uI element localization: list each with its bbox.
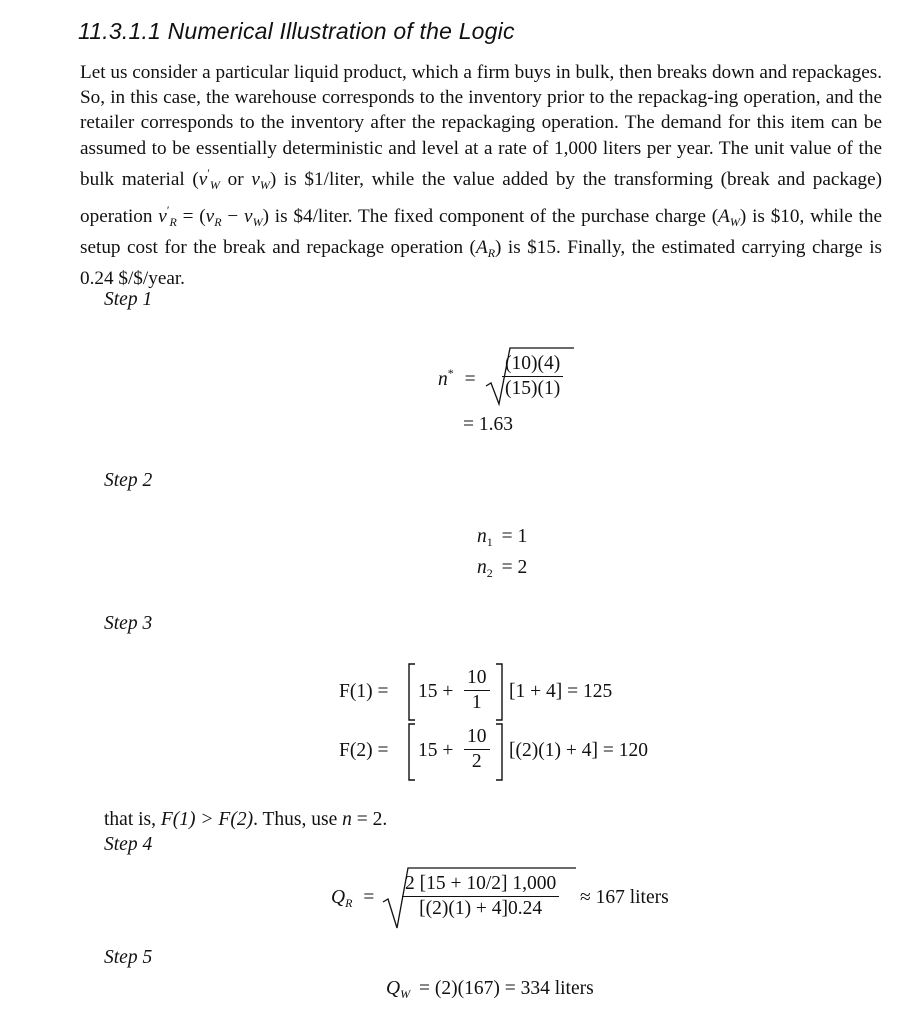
step2-n1: $n_1 = 1$ [477, 526, 528, 549]
step3-f2-rest: [(2)(1) + 4] = 120 [509, 740, 648, 761]
step-5-label: Step 5 [104, 947, 153, 968]
step-4-label: Step 4 [104, 834, 153, 855]
step3-f1-a: 15 + [418, 681, 454, 702]
step4-fraction: $\frac{2 [15 + 10/2] 1,000}{[(2)(1) + 4]0.24}$ [402, 872, 559, 921]
step3-f1-fraction: $\frac{10}{1}$ [464, 666, 490, 715]
step4-approx: ≈ 167 liters [580, 887, 669, 908]
section-title: Numerical Illustration of the Logic [167, 18, 515, 44]
step5-equation: $Q_W = (2)(167) = 334$ liters [386, 978, 594, 1001]
step1-result: = 1.63 [463, 414, 513, 435]
section-heading [78, 18, 515, 45]
step4-lhs: $Q_R$ = [331, 887, 375, 910]
step-1-label: Step 1 [104, 289, 153, 310]
problem-paragraph [80, 60, 882, 292]
step2-n2: $n_2 = 2$ [477, 557, 528, 580]
step3-f2-a: 15 + [418, 740, 454, 761]
step-2-label: Step 2 [104, 470, 153, 491]
section-number: 11.3.1.1 [78, 18, 162, 44]
step3-f2-lhs: F(2) = [339, 740, 389, 761]
step3-f1-lhs: F(1) = [339, 681, 389, 702]
step3-conclusion: that is, F(1) > F(2). Thus, use n = 2. [104, 809, 388, 830]
step-3-label: Step 3 [104, 613, 153, 634]
paragraph-text: Let us consider a particular liquid product, which a firm buys in bulk, then breaks down and repackages. So, in this case, the warehouse corresponds to the inventory prior to the repackag-ing operation, and the retailer corresponds to the inventory after the repackaging operation. The demand for this item can be assumed to be essentially deterministic and level at a rate of 1,000 liters per year. The unit value of the bulk material ($v'_W$ or $v_W$) is $1/liter, while the value added by the transforming (break and package) operation $v'_R = (v_R - v_W)$ is $4/liter. The fixed component of the purchase charge $(A_W)$ is $10, while the setup cost for the break and repackage operation $(A_R)$ is $15. Finally, the estimated carrying charge is 0.24 $/$/year. [80, 62, 883, 290]
step3-f1-rest: [1 + 4] = 125 [509, 681, 613, 702]
step1-fraction: $\frac{(10)(4)}{(15)(1)}$ [502, 352, 563, 401]
step3-f2-fraction: $\frac{10}{2}$ [464, 725, 490, 774]
step1-lhs: n* = [438, 366, 476, 390]
